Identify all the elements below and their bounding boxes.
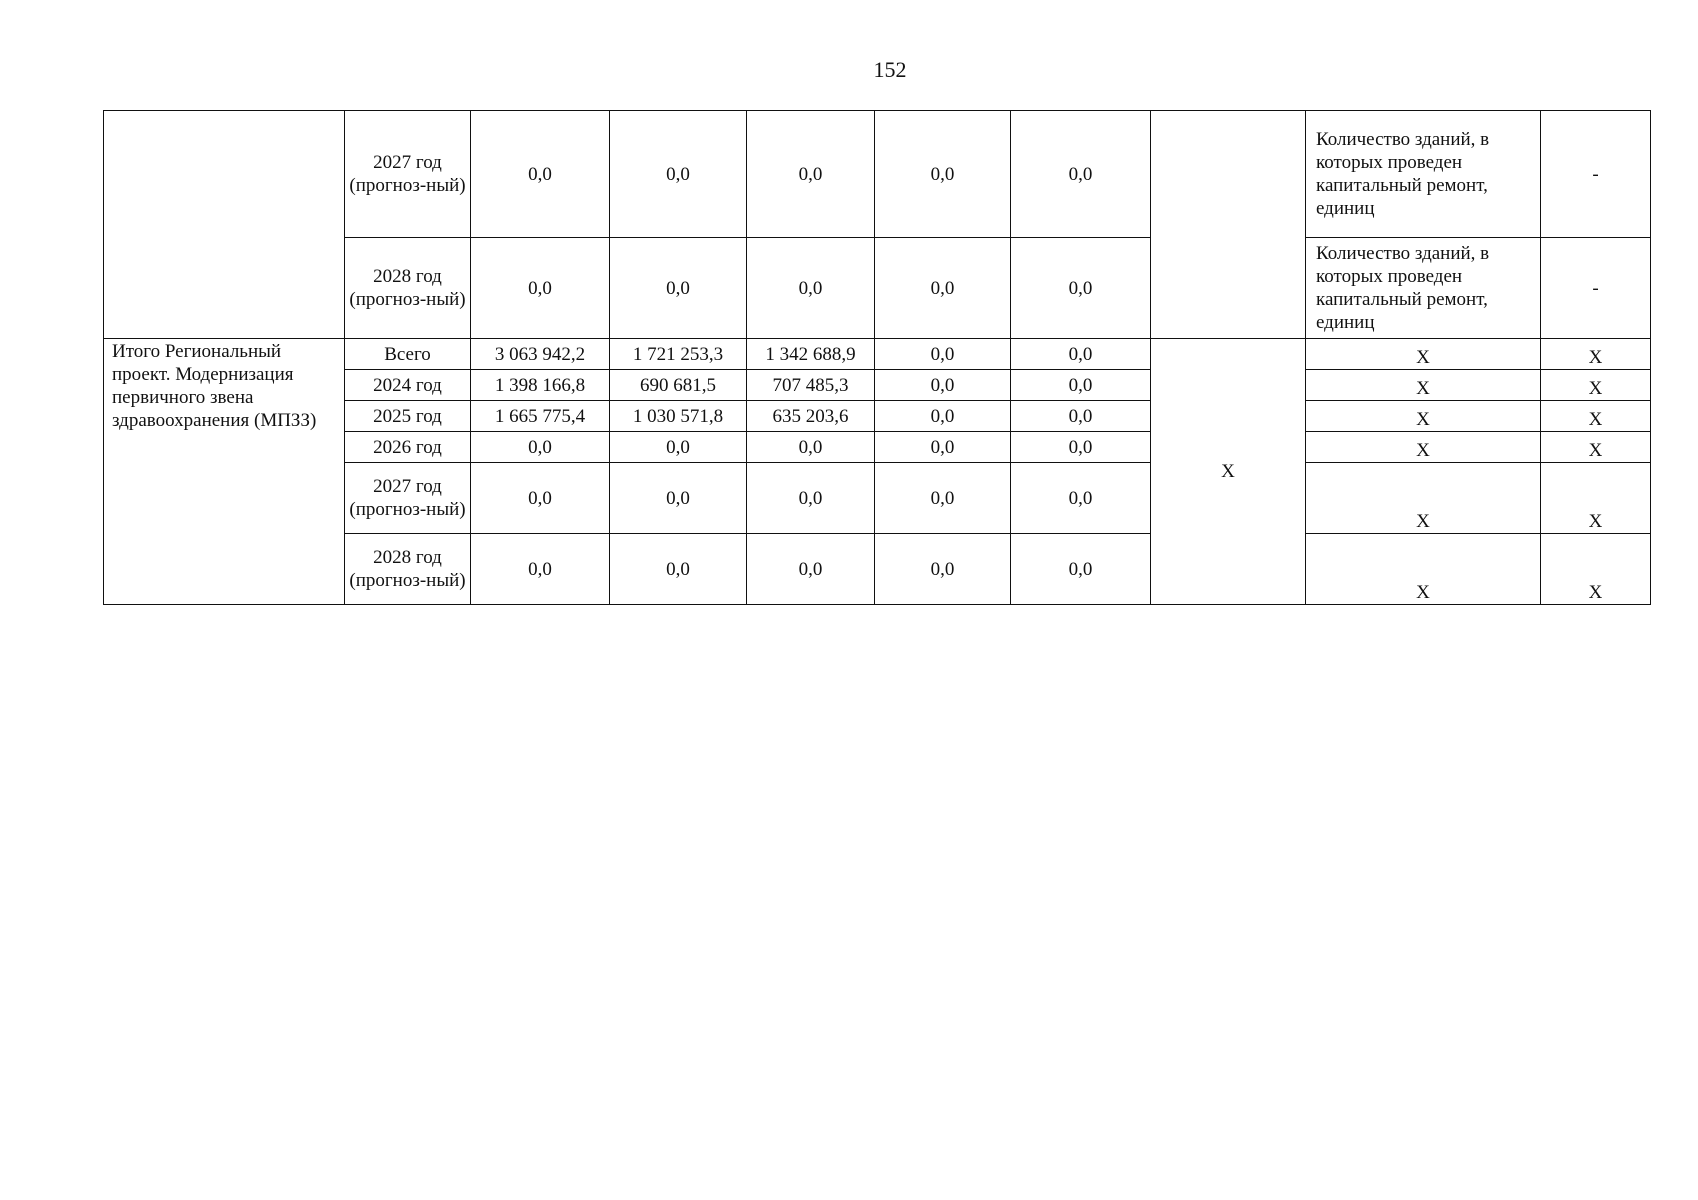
value-cell: 0,0 <box>471 463 610 534</box>
value-cell: 0,0 <box>875 534 1011 605</box>
page-number: 152 <box>873 57 907 82</box>
indicator-value-cell: X <box>1541 432 1651 463</box>
empty-merged-cell <box>1151 111 1306 339</box>
value-cell: 0,0 <box>1011 401 1151 432</box>
indicator-cell: X <box>1306 339 1541 370</box>
value-cell: 0,0 <box>747 238 875 339</box>
value-cell: 1 030 571,8 <box>610 401 747 432</box>
table-row <box>104 111 1651 238</box>
value-cell: 0,0 <box>1011 111 1151 238</box>
indicator-cell: X <box>1306 432 1541 463</box>
value-cell: 707 485,3 <box>747 370 875 401</box>
indicator-value-cell: - <box>1541 111 1651 238</box>
indicator-cell: Количество зданий, в которых проведен капитальный ремонт, единиц <box>1306 111 1541 238</box>
value-cell: 635 203,6 <box>747 401 875 432</box>
value-cell: 690 681,5 <box>610 370 747 401</box>
year-cell: 2028 год (прогноз-ный) <box>345 534 471 605</box>
empty-label-cell <box>104 111 345 339</box>
value-cell: 0,0 <box>610 111 747 238</box>
indicator-cell: X <box>1306 370 1541 401</box>
value-cell: 1 398 166,8 <box>471 370 610 401</box>
indicator-cell: X <box>1306 534 1541 605</box>
year-cell: 2027 год (прогноз-ный) <box>345 463 471 534</box>
indicator-cell: X <box>1306 401 1541 432</box>
value-cell: 0,0 <box>471 111 610 238</box>
value-cell: 1 342 688,9 <box>747 339 875 370</box>
value-cell: 0,0 <box>875 339 1011 370</box>
value-cell: 0,0 <box>1011 370 1151 401</box>
value-cell: 0,0 <box>471 432 610 463</box>
value-cell: 0,0 <box>610 463 747 534</box>
value-cell: 0,0 <box>875 463 1011 534</box>
value-cell: 0,0 <box>875 370 1011 401</box>
year-cell: 2025 год <box>345 401 471 432</box>
value-cell: 0,0 <box>875 111 1011 238</box>
year-cell: 2028 год (прогноз-ный) <box>345 238 471 339</box>
value-cell: 0,0 <box>875 401 1011 432</box>
value-cell: 0,0 <box>1011 238 1151 339</box>
value-cell: 0,0 <box>747 534 875 605</box>
indicator-value-cell: X <box>1541 370 1651 401</box>
value-cell: 0,0 <box>747 111 875 238</box>
indicator-cell: Количество зданий, в которых проведен капитальный ремонт, единиц <box>1306 238 1541 339</box>
indicator-value-cell: X <box>1541 534 1651 605</box>
value-cell: 0,0 <box>471 534 610 605</box>
value-cell: 0,0 <box>747 432 875 463</box>
indicator-value-cell: - <box>1541 238 1651 339</box>
merged-mark-cell: X <box>1151 339 1306 605</box>
value-cell: 0,0 <box>610 238 747 339</box>
value-cell: 0,0 <box>610 432 747 463</box>
indicator-value-cell: X <box>1541 463 1651 534</box>
value-cell: 1 665 775,4 <box>471 401 610 432</box>
year-cell: Всего <box>345 339 471 370</box>
value-cell: 3 063 942,2 <box>471 339 610 370</box>
budget-table <box>103 110 1651 605</box>
total-label-cell: Итого Региональный проект. Модернизация первичного звена здравоохранения (МПЗЗ) <box>104 339 345 605</box>
value-cell: 0,0 <box>875 238 1011 339</box>
indicator-value-cell: X <box>1541 401 1651 432</box>
value-cell: 0,0 <box>1011 339 1151 370</box>
value-cell: 0,0 <box>747 463 875 534</box>
value-cell: 0,0 <box>471 238 610 339</box>
value-cell: 0,0 <box>875 432 1011 463</box>
indicator-value-cell: X <box>1541 339 1651 370</box>
year-cell: 2024 год <box>345 370 471 401</box>
table-row <box>104 339 1651 370</box>
value-cell: 0,0 <box>1011 432 1151 463</box>
value-cell: 0,0 <box>1011 534 1151 605</box>
value-cell: 1 721 253,3 <box>610 339 747 370</box>
value-cell: 0,0 <box>1011 463 1151 534</box>
year-cell: 2026 год <box>345 432 471 463</box>
value-cell: 0,0 <box>610 534 747 605</box>
year-cell: 2027 год (прогноз-ный) <box>345 111 471 238</box>
indicator-cell: X <box>1306 463 1541 534</box>
